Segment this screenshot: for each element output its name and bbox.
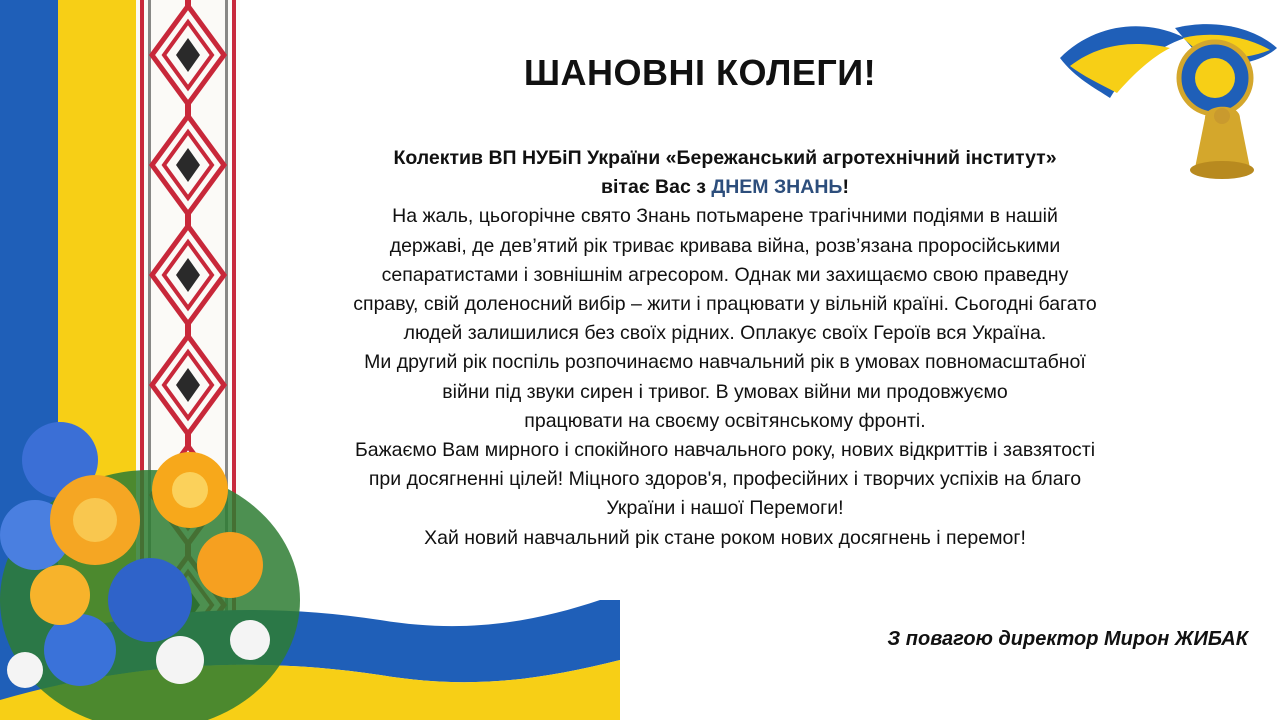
letter-line: На жаль, цьогорічне свято Знань потьмарене трагічними подіями в нашій	[392, 205, 1058, 228]
holiday-name: ДНЕМ ЗНАНЬ	[711, 176, 843, 199]
letter-line: Хай новий навчальний рік стане роком нових досягнень і перемог!	[424, 526, 1026, 549]
letter-line: війни під звуки сирен і тривог. В умовах війни ми продовжуємо	[442, 380, 1008, 403]
flower-bouquet-icon	[0, 400, 300, 720]
letter-line: Ми другий рік поспіль розпочинаємо навчальний рік в умовах повномасштабної	[364, 351, 1086, 374]
page-title: ШАНОВНІ КОЛЕГИ!	[523, 52, 877, 93]
greeting-institution-line: Колектив ВП НУБіП України «Бережанський агротехнічний інститут»	[393, 147, 1057, 169]
letter-line: Бажаємо Вам мирного і спокійного навчального року, нових відкриттів і завзятості	[354, 439, 1096, 462]
letter-line: працювати на своєму освітянському фронті.	[524, 409, 926, 432]
letter-line: України і нашої Перемоги!	[606, 497, 844, 520]
letter-line: при досягненні цілей! Міцного здоров'я, професійних і творчих успіхів на благо	[368, 468, 1082, 491]
greeting-letter	[292, 144, 1158, 553]
letter-line: справу, свій доленосний вибір – жити і працювати у вільній країні. Сьогодні багато	[353, 293, 1097, 316]
letter-line: сепаратистами і зовнішнім агресором. Однак ми захищаємо свою праведну	[381, 263, 1069, 286]
letter-line: людей залишилися без своїх рідних. Оплакує своїх Героїв вся Україна.	[403, 322, 1047, 345]
letter-line: державі, де дев’ятий рік триває кривава війна, розв’язана проросійськими	[389, 234, 1061, 257]
greeting-suffix: !	[842, 176, 849, 199]
greeting-prefix: вітає Вас з	[601, 176, 712, 199]
greeting-holiday-line	[292, 173, 1158, 202]
director-signature: З повагою директор Мирон ЖИБАК	[887, 628, 1248, 650]
